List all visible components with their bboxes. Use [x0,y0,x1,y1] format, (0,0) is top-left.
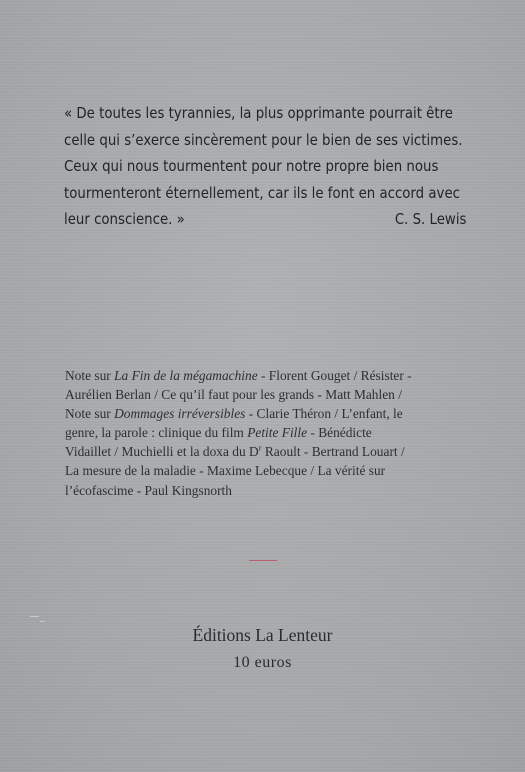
quote-line: tourmenteront éternellement, car ils le font en accord avec [64,183,460,202]
epigraph-quote [64,100,466,233]
divider-rule [249,560,277,561]
contents-superscript: r [258,442,262,453]
contents-line [65,442,465,461]
contents-title: Dommages irréversibles [114,406,246,422]
publisher-name: Éditions La Lenteur [192,625,333,645]
contents-text: Vidaillet / Muchielli et la doxa du D [65,444,259,460]
contents-text: - Clarie Théron / L’enfant, le [245,406,403,422]
contents-text: Note sur [65,406,115,422]
quote-line: Ceux qui nous tourmentent pour notre propre bien nous [64,157,439,176]
quote-author: C. S. Lewis [394,210,467,229]
contents-text: genre, la parole : clinique du film [65,425,248,441]
contents-text: - Florent Gouget / Résister - [257,368,412,383]
contents-title: La Fin de la mégamachine [114,368,258,383]
quote-line: « De toutes les tyrannies, la plus opprimante pourrait être [64,104,453,122]
contents-text: Note sur [65,368,115,383]
contents-line [65,404,465,423]
contents-line: La mesure de la maladie - Maxime Lebecque / La vérité sur [65,463,386,479]
contents-text: Raoult - Bertrand Louart / [261,444,405,460]
quote-line: celle qui s’exerce sincèrement pour le bien de ses victimes. [64,130,463,149]
contents-line: l’écofascime - Paul Kingsnorth [65,482,232,498]
paper-mark [40,621,45,622]
contents-line [65,423,465,442]
table-of-contents [65,366,465,500]
paper-mark [30,616,39,617]
contents-line: Aurélien Berlan / Ce qu’il faut pour les grands - Matt Mahlen / [65,387,402,403]
price-label: 10 euros [233,654,292,671]
contents-text: - Bénédicte [307,425,372,441]
contents-line [65,366,465,385]
quote-line: leur conscience. » [64,210,185,229]
quote-last-line [64,206,466,233]
contents-title: Petite Fille [247,425,308,441]
